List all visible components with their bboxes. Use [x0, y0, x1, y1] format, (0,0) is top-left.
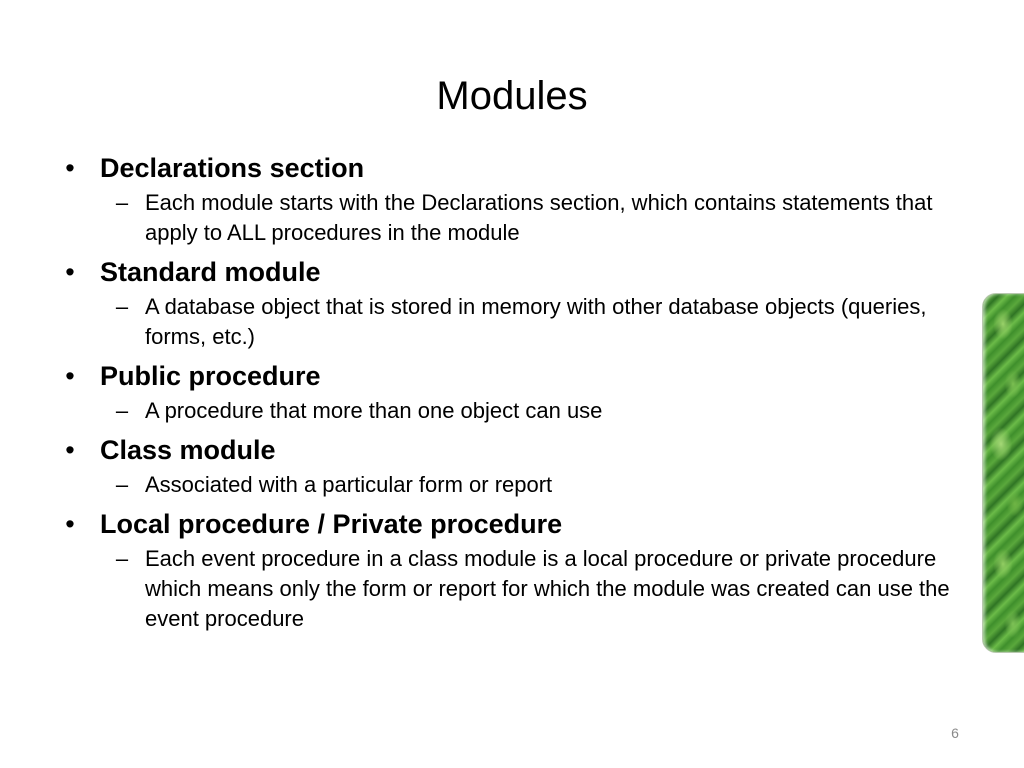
leaf-image-decoration	[982, 293, 1024, 653]
sub-bullet-standard-module	[60, 292, 955, 352]
bullet-heading: Local procedure / Private procedure	[100, 509, 563, 539]
bullet-heading: Public procedure	[100, 361, 321, 391]
bullet-dot-icon: •	[65, 361, 75, 391]
bullet-heading: Standard module	[100, 257, 321, 287]
sub-bullet-dash-icon: –	[115, 472, 129, 497]
bullet-standard-module	[60, 254, 960, 290]
sub-bullet-text: A procedure that more than one object can use	[145, 398, 603, 423]
sub-bullet-text: Associated with a particular form or report	[145, 472, 553, 497]
bullet-dot-icon: •	[65, 509, 75, 539]
bullet-dot-icon: •	[65, 153, 75, 183]
bullet-local-private-procedure	[60, 506, 960, 542]
page-number: 6	[951, 725, 959, 741]
bullet-dot-icon: •	[65, 435, 75, 465]
sub-bullet-class-module	[60, 470, 955, 500]
bullet-list	[60, 148, 960, 640]
sub-bullet-dash-icon: –	[115, 546, 129, 571]
sub-bullet-dash-icon: –	[115, 190, 129, 215]
sub-bullet-public-procedure	[60, 396, 955, 426]
slide-title: Modules	[436, 74, 588, 118]
bullet-class-module	[60, 432, 960, 468]
bullet-dot-icon: •	[65, 257, 75, 287]
bullet-declarations-section	[60, 150, 960, 186]
bullet-heading: Class module	[100, 435, 276, 465]
sub-bullet-dash-icon: –	[115, 294, 129, 319]
bullet-heading: Declarations section	[100, 153, 365, 183]
sub-bullet-text: A database object that is stored in memory with other database objects (queries, forms, etc.)	[145, 294, 927, 349]
sub-bullet-declarations-section	[60, 188, 955, 248]
bullet-public-procedure	[60, 358, 960, 394]
sub-bullet-text: Each module starts with the Declarations section, which contains statements that apply to ALL procedures in the module	[145, 190, 933, 245]
sub-bullet-local-private-procedure	[60, 544, 955, 634]
sub-bullet-text: Each event procedure in a class module is a local procedure or private procedure which means only the form or report for which the module was created can use the event procedure	[145, 546, 950, 631]
sub-bullet-dash-icon: –	[115, 398, 129, 423]
